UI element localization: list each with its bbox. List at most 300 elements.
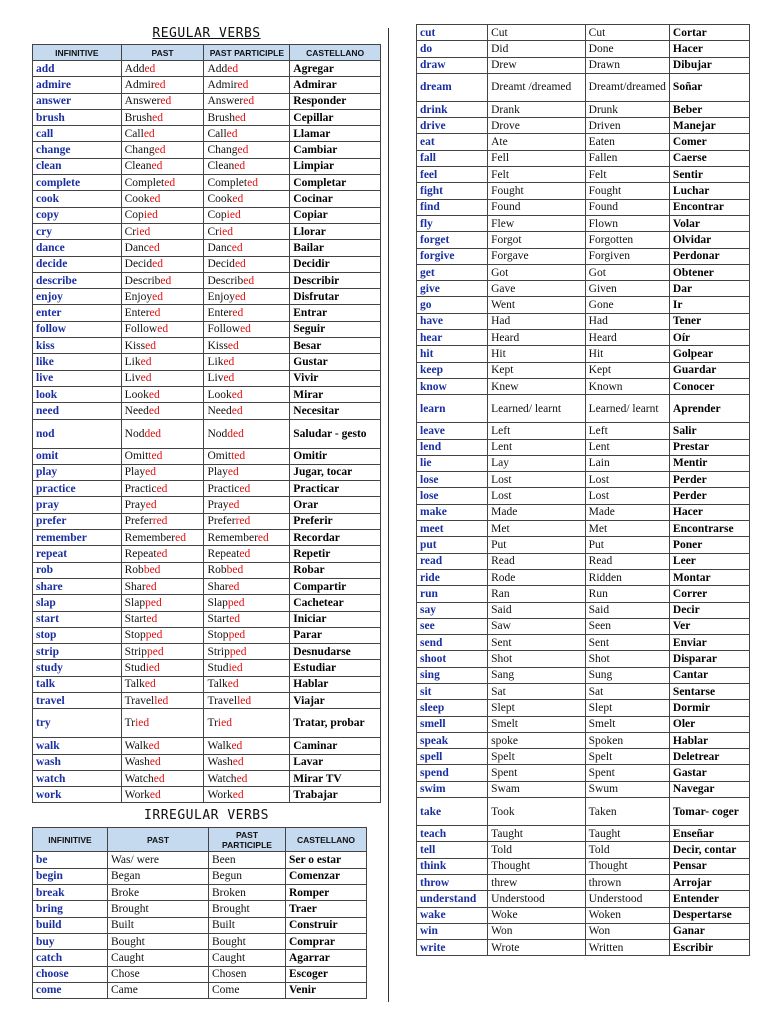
past-cell — [121, 272, 204, 288]
castellano-cell: Hacer — [669, 504, 749, 520]
table-row — [33, 77, 381, 93]
past-participle-cell — [204, 256, 290, 272]
past-cell — [121, 386, 204, 402]
past-cell: Sent — [488, 635, 586, 651]
verb-stem: Start — [124, 613, 147, 626]
past-cell — [121, 61, 204, 77]
table-row — [33, 917, 367, 933]
infinitive-cell: clean — [33, 158, 122, 174]
past-participle-cell: Thought — [585, 858, 669, 874]
table-row — [33, 93, 381, 109]
verb-stem: Strip — [124, 645, 148, 658]
table-row — [33, 660, 381, 676]
table-header-row — [33, 45, 381, 61]
past-cell — [121, 611, 204, 627]
castellano-cell: Volar — [669, 215, 749, 231]
table-row — [33, 126, 381, 142]
verb-stem: Cook — [124, 193, 150, 206]
verb-suffix: ed — [149, 788, 161, 801]
infinitive-cell: nod — [33, 419, 122, 448]
verb-stem: Liv — [207, 372, 224, 385]
past-cell — [121, 109, 204, 125]
verb-stem: Decid — [124, 258, 153, 271]
past-cell: Spent — [488, 765, 586, 781]
infinitive-cell: walk — [33, 738, 122, 754]
past-cell: spoke — [488, 732, 586, 748]
past-participle-cell: Done — [585, 41, 669, 57]
castellano-cell: Mentir — [669, 455, 749, 471]
past-cell — [121, 403, 204, 419]
verb-suffix: ed — [231, 388, 243, 401]
table-row — [33, 272, 381, 288]
table-row — [33, 627, 381, 643]
past-cell: Saw — [488, 618, 586, 634]
verb-suffix: ied — [145, 662, 160, 675]
infinitive-cell: cut — [417, 25, 488, 41]
castellano-cell: Agregar — [290, 61, 381, 77]
verb-stem: Brush — [124, 111, 153, 124]
infinitive-cell: shoot — [417, 651, 488, 667]
infinitive-cell: cry — [33, 223, 122, 239]
past-participle-cell: Been — [209, 852, 286, 868]
castellano-cell: Robar — [290, 562, 381, 578]
castellano-cell: Trabajar — [290, 787, 381, 803]
header-past: PAST — [108, 828, 209, 852]
table-row — [417, 378, 750, 394]
past-participle-cell — [204, 660, 290, 676]
table-row — [33, 530, 381, 546]
past-participle-cell — [204, 419, 290, 448]
table-row — [33, 240, 381, 256]
table-row — [417, 330, 750, 346]
infinitive-cell: fly — [417, 215, 488, 231]
infinitive-cell: meet — [417, 521, 488, 537]
verb-suffix: ed — [226, 127, 238, 140]
verb-suffix: ed — [229, 613, 241, 626]
verb-suffix: ted — [148, 450, 163, 463]
table-row — [417, 923, 750, 939]
verb-stem: Lik — [124, 355, 141, 368]
castellano-cell: Prestar — [669, 439, 749, 455]
past-participle-cell — [204, 126, 290, 142]
infinitive-cell: teach — [417, 826, 488, 842]
infinitive-cell: work — [33, 787, 122, 803]
past-participle-cell: Read — [585, 553, 669, 569]
castellano-cell: Poner — [669, 537, 749, 553]
past-participle-cell: Seen — [585, 618, 669, 634]
castellano-cell: Arrojar — [669, 874, 749, 890]
castellano-cell: Jugar, tocar — [290, 464, 381, 480]
verb-suffix: ed — [149, 756, 161, 769]
verb-stem: Strip — [207, 645, 230, 658]
past-cell: Hit — [488, 346, 586, 362]
verb-stem: Admir — [207, 78, 238, 91]
verb-suffix: ed — [152, 111, 163, 124]
verb-suffix: ed — [232, 756, 244, 769]
verb-stem: Nod — [207, 427, 228, 440]
verb-suffix: ed — [152, 290, 163, 303]
past-cell — [121, 448, 204, 464]
past-cell — [121, 692, 204, 708]
past-participle-cell — [204, 497, 290, 513]
past-participle-cell: Dreamt/dreamed — [585, 73, 669, 101]
past-participle-cell: Caught — [209, 950, 286, 966]
table-row — [33, 191, 381, 207]
past-cell: Shot — [488, 651, 586, 667]
past-participle-cell — [204, 448, 290, 464]
table-row — [417, 891, 750, 907]
past-participle-cell — [204, 627, 290, 643]
infinitive-cell: sing — [417, 667, 488, 683]
verb-suffix: ed — [140, 355, 152, 368]
infinitive-cell: say — [417, 602, 488, 618]
verb-suffix: led — [237, 694, 252, 707]
infinitive-cell: decide — [33, 256, 122, 272]
past-participle-cell — [204, 546, 290, 562]
past-participle-cell: Learned/ learnt — [585, 395, 669, 423]
castellano-cell: Sentarse — [669, 683, 749, 699]
table-row — [33, 419, 381, 448]
castellano-cell: Caerse — [669, 150, 749, 166]
castellano-cell: Tener — [669, 313, 749, 329]
castellano-cell: Encontrar — [669, 199, 749, 215]
header-past-participle: PAST PARTICIPLE — [209, 828, 286, 852]
verb-suffix: ed — [234, 258, 246, 271]
verb-stem: Stop — [207, 629, 229, 642]
past-cell: Drew — [488, 57, 586, 73]
verb-stem: Complet — [124, 176, 165, 189]
verb-stem: Play — [124, 466, 146, 479]
table-row — [417, 781, 750, 797]
infinitive-cell: have — [417, 313, 488, 329]
verb-suffix: ed — [231, 404, 243, 417]
castellano-cell: Luchar — [669, 183, 749, 199]
table-row — [33, 676, 381, 692]
table-row — [33, 464, 381, 480]
table-row — [417, 472, 750, 488]
verb-stem: Danc — [207, 241, 232, 254]
table-row — [417, 732, 750, 748]
verb-stem: Kiss — [124, 339, 146, 352]
past-cell: Drank — [488, 101, 586, 117]
table-row — [33, 546, 381, 562]
verb-suffix: ped — [145, 629, 163, 642]
table-row — [33, 338, 381, 354]
infinitive-cell: go — [417, 297, 488, 313]
table-row — [33, 852, 367, 868]
verb-suffix: ed — [227, 678, 239, 691]
verb-stem: Prefer — [207, 515, 236, 528]
past-participle-cell: Built — [209, 917, 286, 933]
castellano-cell: Llamar — [290, 126, 381, 142]
past-cell — [121, 93, 204, 109]
verb-stem: Stud — [207, 662, 229, 675]
table-row — [417, 700, 750, 716]
table-row — [33, 595, 381, 611]
past-participle-cell — [204, 289, 290, 305]
verb-stem: Rob — [207, 564, 227, 577]
infinitive-cell: wake — [417, 907, 488, 923]
table-row — [417, 264, 750, 280]
castellano-cell: Enviar — [669, 635, 749, 651]
irregular-verbs-continued-body — [417, 25, 750, 956]
past-participle-cell: Lain — [585, 455, 669, 471]
castellano-cell: Parar — [290, 627, 381, 643]
verb-suffix: red — [235, 515, 251, 528]
past-participle-cell — [204, 464, 290, 480]
past-participle-cell: Sung — [585, 667, 669, 683]
infinitive-cell: spend — [417, 765, 488, 781]
table-row — [417, 362, 750, 378]
table-row — [417, 297, 750, 313]
castellano-cell: Decir — [669, 602, 749, 618]
past-cell: Came — [108, 982, 209, 998]
infinitive-cell: lend — [417, 439, 488, 455]
infinitive-cell: win — [417, 923, 488, 939]
verb-suffix: ed — [148, 404, 160, 417]
castellano-cell: Bailar — [290, 240, 381, 256]
table-row — [33, 448, 381, 464]
table-row — [33, 754, 381, 770]
infinitive-cell: build — [33, 917, 108, 933]
verb-suffix: ied — [218, 225, 234, 238]
table-row — [417, 602, 750, 618]
past-cell — [121, 530, 204, 546]
verb-suffix: ed — [145, 499, 157, 512]
table-row — [417, 907, 750, 923]
past-cell — [121, 787, 204, 803]
past-participle-cell — [204, 692, 290, 708]
past-cell: Cut — [488, 25, 586, 41]
verb-suffix: ed — [148, 739, 160, 752]
verb-stem: Talk — [124, 678, 145, 691]
table-row — [417, 25, 750, 41]
table-row — [417, 651, 750, 667]
table-row — [417, 765, 750, 781]
table-row — [33, 578, 381, 594]
table-row — [417, 826, 750, 842]
past-cell: Fell — [488, 150, 586, 166]
infinitive-cell: lie — [417, 455, 488, 471]
verb-stem: Need — [207, 404, 232, 417]
infinitive-cell: lose — [417, 472, 488, 488]
verb-stem: Enter — [207, 307, 233, 320]
verb-stem: Watch — [124, 772, 154, 785]
verb-stem: Need — [124, 404, 149, 417]
infinitive-cell: take — [417, 798, 488, 826]
past-participle-cell: Sent — [585, 635, 669, 651]
infinitive-cell: kiss — [33, 338, 122, 354]
past-cell: Lost — [488, 472, 586, 488]
past-cell: Got — [488, 264, 586, 280]
infinitive-cell: strip — [33, 644, 122, 660]
past-cell — [121, 481, 204, 497]
table-row — [33, 513, 381, 529]
infinitive-cell: tell — [417, 842, 488, 858]
verb-stem: Liv — [124, 372, 141, 385]
past-participle-cell: Begun — [209, 868, 286, 884]
table-row — [33, 966, 367, 982]
table-row — [33, 982, 367, 998]
past-cell: Swam — [488, 781, 586, 797]
past-participle-cell: Chosen — [209, 966, 286, 982]
past-cell: Sat — [488, 683, 586, 699]
verb-stem: Look — [207, 388, 232, 401]
verb-suffix: ed — [257, 531, 269, 544]
verb-suffix: ed — [144, 62, 156, 75]
castellano-cell: Conocer — [669, 378, 749, 394]
castellano-cell: Tomar- coger — [669, 798, 749, 826]
verb-stem: Rob — [124, 564, 144, 577]
table-row — [417, 874, 750, 890]
infinitive-cell: cook — [33, 191, 122, 207]
table-row — [417, 167, 750, 183]
past-cell: Kept — [488, 362, 586, 378]
verb-suffix: ped — [229, 645, 247, 658]
past-cell: Fought — [488, 183, 586, 199]
infinitive-cell: speak — [417, 732, 488, 748]
past-participle-cell: Found — [585, 199, 669, 215]
past-participle-cell: Heard — [585, 330, 669, 346]
table-row — [417, 134, 750, 150]
infinitive-cell: look — [33, 386, 122, 402]
castellano-cell: Limpiar — [290, 158, 381, 174]
table-row — [33, 354, 381, 370]
verb-suffix: ed — [144, 678, 156, 691]
past-participle-cell — [204, 109, 290, 125]
past-cell — [121, 627, 204, 643]
infinitive-cell: be — [33, 852, 108, 868]
past-cell: threw — [488, 874, 586, 890]
past-participle-cell: Lent — [585, 439, 669, 455]
infinitive-cell: wash — [33, 754, 122, 770]
past-participle-cell — [204, 403, 290, 419]
past-participle-cell: Cut — [585, 25, 669, 41]
infinitive-cell: run — [417, 586, 488, 602]
verb-stem: Enjoy — [124, 290, 153, 303]
verb-suffix: ied — [228, 662, 243, 675]
past-participle-cell: Fallen — [585, 150, 669, 166]
verb-suffix: ed — [223, 355, 235, 368]
table-row — [417, 553, 750, 569]
past-participle-cell: Smelt — [585, 716, 669, 732]
past-cell: Went — [488, 297, 586, 313]
table-row — [33, 370, 381, 386]
table-row — [33, 305, 381, 321]
past-participle-cell — [204, 354, 290, 370]
castellano-cell: Ver — [669, 618, 749, 634]
verb-stem: Watch — [207, 772, 237, 785]
verb-suffix: ed — [228, 499, 240, 512]
verb-suffix: ed — [234, 111, 246, 124]
castellano-cell: Hacer — [669, 41, 749, 57]
infinitive-cell: spell — [417, 749, 488, 765]
castellano-cell: Compartir — [290, 578, 381, 594]
past-participle-cell — [204, 191, 290, 207]
past-participle-cell: Lost — [585, 472, 669, 488]
verb-suffix: ed — [236, 772, 248, 785]
infinitive-cell: brush — [33, 109, 122, 125]
table-row — [417, 346, 750, 362]
verb-stem: Pray — [207, 499, 229, 512]
infinitive-cell: rob — [33, 562, 122, 578]
verb-suffix: ped — [228, 629, 246, 642]
table-row — [417, 248, 750, 264]
past-participle-cell: Left — [585, 423, 669, 439]
past-participle-cell: Put — [585, 537, 669, 553]
verb-stem: Work — [124, 788, 150, 801]
infinitive-cell: talk — [33, 676, 122, 692]
castellano-cell: Mirar — [290, 386, 381, 402]
verb-suffix: ted — [231, 450, 246, 463]
table-row — [417, 842, 750, 858]
infinitive-cell: travel — [33, 692, 122, 708]
past-cell — [121, 770, 204, 786]
verb-suffix: ed — [232, 307, 244, 320]
verb-suffix: ped — [227, 596, 245, 609]
verb-suffix: ed — [149, 193, 161, 206]
verb-stem: Decid — [207, 258, 235, 271]
table-row — [417, 858, 750, 874]
past-participle-cell: Broken — [209, 885, 286, 901]
left-column — [32, 24, 381, 999]
verb-stem: Tr — [207, 717, 218, 730]
verb-stem: Wash — [124, 756, 150, 769]
header-castellano: CASTELLANO — [286, 828, 367, 852]
past-cell: Read — [488, 553, 586, 569]
verb-stem: Walk — [124, 739, 149, 752]
infinitive-cell: bring — [33, 901, 108, 917]
castellano-cell: Salir — [669, 423, 749, 439]
table-row — [33, 109, 381, 125]
castellano-cell: Vivir — [290, 370, 381, 386]
castellano-cell: Escribir — [669, 940, 749, 956]
verb-stem: Chang — [207, 144, 238, 157]
infinitive-cell: study — [33, 660, 122, 676]
castellano-cell: Escoger — [286, 966, 367, 982]
infinitive-cell: fall — [417, 150, 488, 166]
verb-suffix: ded — [227, 427, 244, 440]
infinitive-cell: share — [33, 578, 122, 594]
verb-suffix: ed — [151, 160, 163, 173]
verb-suffix: ied — [143, 209, 158, 222]
table-row — [33, 709, 381, 738]
table-row — [33, 175, 381, 191]
verb-suffix: ed — [154, 144, 166, 157]
table-row — [417, 504, 750, 520]
verb-stem: Remember — [207, 531, 258, 544]
verb-suffix: ed — [232, 193, 244, 206]
past-cell: Did — [488, 41, 586, 57]
past-participle-cell: Driven — [585, 118, 669, 134]
table-row — [417, 73, 750, 101]
castellano-cell: Perder — [669, 488, 749, 504]
past-cell — [121, 578, 204, 594]
past-participle-cell: Made — [585, 504, 669, 520]
past-participle-cell: Spoken — [585, 732, 669, 748]
castellano-cell: Ser o estar — [286, 852, 367, 868]
verb-stem: Cook — [207, 193, 233, 206]
infinitive-cell: eat — [417, 134, 488, 150]
past-cell: Chose — [108, 966, 209, 982]
verb-suffix: ed — [247, 176, 258, 189]
castellano-cell: Comprar — [286, 933, 367, 949]
verb-stem: Shar — [207, 580, 229, 593]
verb-suffix: ed — [228, 580, 240, 593]
castellano-cell: Cocinar — [290, 191, 381, 207]
past-cell: Was/ were — [108, 852, 209, 868]
regular-verbs-table — [32, 44, 381, 803]
